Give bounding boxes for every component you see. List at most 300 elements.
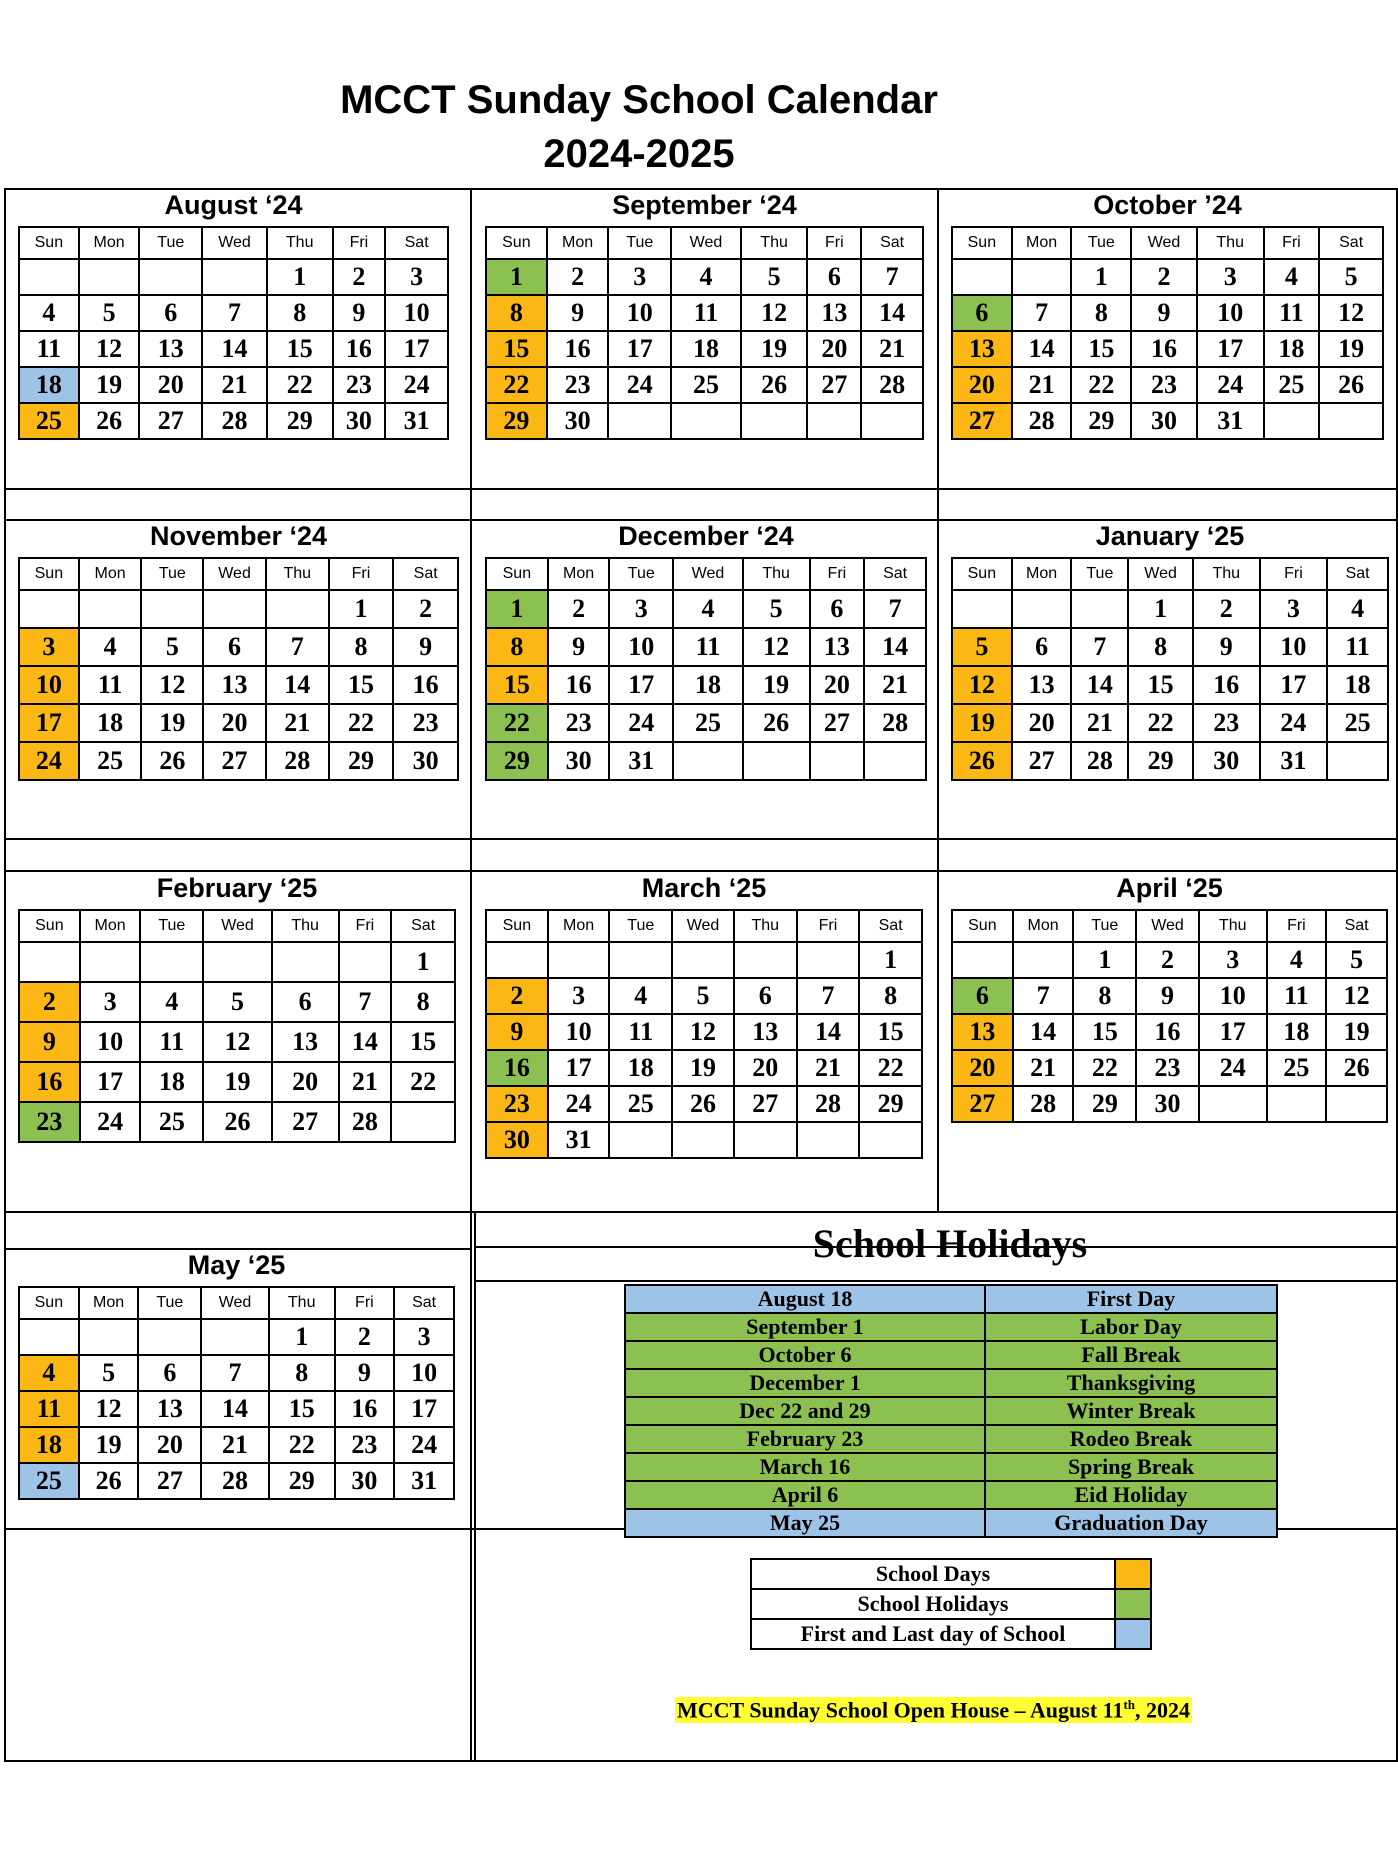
day-cell: 29 [1073,1086,1136,1122]
day-cell: 29 [486,742,548,780]
day-cell: 7 [201,1355,269,1391]
day-cell: 29 [486,403,547,439]
empty-cell [79,590,142,628]
day-cell: 6 [810,590,865,628]
weekday-header: Thu [1199,910,1267,942]
week-row [19,403,448,439]
day-cell: 30 [547,403,609,439]
day-cell: 9 [548,628,610,666]
day-cell: 28 [864,704,926,742]
day-cell: 26 [141,742,203,780]
weekday-header: Tue [138,1287,201,1319]
day-cell: 28 [202,403,267,439]
day-cell: 9 [333,295,386,331]
day-cell: 5 [79,295,140,331]
week-row [952,590,1388,628]
empty-cell [79,259,140,295]
day-cell: 29 [269,1463,335,1499]
day-cell: 12 [1326,978,1387,1014]
empty-cell [1327,742,1388,780]
empty-cell [202,259,267,295]
day-cell: 12 [141,666,203,704]
day-cell: 28 [797,1086,860,1122]
day-cell: 8 [859,978,922,1014]
day-cell: 12 [203,1022,272,1062]
day-cell: 11 [140,1022,203,1062]
day-cell: 10 [385,295,448,331]
day-cell: 26 [743,704,810,742]
day-cell: 6 [952,978,1013,1014]
weekday-header: Fri [335,1287,395,1319]
day-cell: 16 [335,1391,395,1427]
day-cell: 28 [1013,1086,1074,1122]
weekday-header: Tue [140,910,203,942]
empty-cell [1326,1086,1387,1122]
week-row [19,1102,455,1142]
empty-cell [272,942,339,982]
day-cell: 20 [139,367,202,403]
week-row [19,590,458,628]
week-row [486,331,923,367]
month-grid [485,557,927,781]
day-cell: 18 [19,1427,79,1463]
day-cell: 17 [385,331,448,367]
day-cell: 10 [609,628,673,666]
week-row [486,666,926,704]
day-cell: 25 [1327,704,1388,742]
empty-cell [1012,259,1072,295]
day-cell: 27 [203,742,266,780]
day-cell: 11 [19,331,79,367]
day-cell: 27 [807,367,861,403]
weekday-header: Tue [608,227,671,259]
day-cell: 18 [79,704,142,742]
week-row [486,295,923,331]
day-cell: 20 [807,331,861,367]
day-cell: 2 [19,982,80,1022]
day-cell: 8 [391,982,455,1022]
day-cell: 12 [1319,295,1383,331]
day-cell: 12 [741,295,808,331]
weekday-header: Sun [952,227,1012,259]
day-cell: 4 [1327,590,1388,628]
day-cell: 31 [1260,742,1328,780]
empty-cell [138,1319,201,1355]
weekday-header: Thu [741,227,808,259]
empty-cell [266,590,329,628]
day-cell: 19 [952,704,1012,742]
day-cell: 2 [548,590,610,628]
day-cell: 19 [672,1050,734,1086]
day-cell: 15 [329,666,394,704]
weekday-header: Wed [671,227,741,259]
holiday-name: Winter Break [985,1397,1277,1425]
school-year: 2024-2025 [543,132,735,176]
legend-row [751,1589,1151,1619]
day-cell: 16 [486,1050,548,1086]
weekday-header: Thu [1193,558,1260,590]
day-cell: 23 [1131,367,1197,403]
month-title: January ‘25 [1095,521,1245,551]
day-cell: 17 [608,331,671,367]
week-row [486,628,926,666]
empty-cell [19,259,79,295]
empty-cell [864,742,926,780]
day-cell: 13 [138,1391,201,1427]
day-cell: 16 [1131,331,1197,367]
day-cell: 30 [393,742,458,780]
holiday-row [625,1285,1277,1313]
day-cell: 7 [861,259,923,295]
day-cell: 8 [1071,295,1131,331]
day-cell: 16 [393,666,458,704]
weekday-header: Thu [1197,227,1264,259]
holiday-row [625,1453,1277,1481]
empty-cell [608,403,671,439]
day-cell: 1 [486,259,547,295]
weekday-header: Fri [1267,910,1327,942]
day-cell: 26 [1326,1050,1387,1086]
day-cell: 28 [1012,403,1072,439]
day-cell: 22 [391,1062,455,1102]
empty-cell [339,942,392,982]
empty-cell [672,1122,734,1158]
open-house-text: MCCT Sunday School Open House – August 11 [677,1697,1124,1723]
day-cell: 5 [1319,259,1383,295]
day-cell: 22 [1071,367,1131,403]
day-cell: 13 [952,331,1012,367]
day-cell: 27 [952,403,1012,439]
day-cell: 14 [339,1022,392,1062]
day-cell: 13 [810,628,865,666]
weekday-header: Mon [548,558,610,590]
day-cell: 27 [952,1086,1013,1122]
week-row [19,1355,454,1391]
week-row [19,942,455,982]
day-cell: 12 [79,1391,139,1427]
day-cell: 30 [486,1122,548,1158]
weekday-header: Tue [1073,910,1136,942]
day-cell: 25 [609,1086,672,1122]
day-cell: 8 [1073,978,1136,1014]
holiday-date: October 6 [625,1341,985,1369]
weekday-header: Sun [952,910,1013,942]
day-cell: 1 [1071,259,1131,295]
day-cell: 6 [138,1355,201,1391]
weekday-header: Mon [79,227,140,259]
holiday-name: Eid Holiday [985,1481,1277,1509]
day-cell: 24 [385,367,448,403]
day-cell: 14 [861,295,923,331]
day-cell: 18 [673,666,743,704]
weekday-header: Mon [547,227,609,259]
empty-cell [797,942,860,978]
open-house-notice [675,1697,1192,1723]
day-cell: 23 [1193,704,1260,742]
day-cell: 19 [203,1062,272,1102]
legend-swatch [1115,1619,1151,1649]
weekday-header: Fri [339,910,392,942]
holiday-date: April 6 [625,1481,985,1509]
weekday-header: Sat [385,227,448,259]
day-cell: 8 [486,295,547,331]
day-cell: 16 [1136,1014,1199,1050]
day-cell: 14 [1012,331,1072,367]
day-cell: 24 [1199,1050,1267,1086]
holiday-name: Fall Break [985,1341,1277,1369]
day-cell: 21 [202,367,267,403]
legend-row [751,1559,1151,1589]
empty-cell [952,590,1012,628]
week-row [486,1014,922,1050]
week-row [486,367,923,403]
day-cell: 24 [1260,704,1328,742]
day-cell: 2 [333,259,386,295]
day-cell: 22 [486,367,547,403]
day-cell: 4 [609,978,672,1014]
holiday-row [625,1369,1277,1397]
day-cell: 2 [486,978,548,1014]
day-cell: 19 [1326,1014,1387,1050]
weekday-header: Sat [391,910,455,942]
month-title: March ‘25 [641,873,767,903]
day-cell: 1 [486,590,548,628]
weekday-header: Thu [266,558,329,590]
holiday-name: First Day [985,1285,1277,1313]
day-cell: 14 [797,1014,860,1050]
holiday-date: December 1 [625,1369,985,1397]
week-row [19,1463,454,1499]
week-row [952,942,1387,978]
day-cell: 25 [79,742,142,780]
week-row [19,1391,454,1427]
day-cell: 3 [1260,590,1328,628]
holiday-row [625,1425,1277,1453]
day-cell: 9 [1136,978,1199,1014]
day-cell: 19 [741,331,808,367]
day-cell: 20 [203,704,266,742]
day-cell: 3 [385,259,448,295]
day-cell: 23 [333,367,386,403]
row-divider [4,838,1398,840]
day-cell: 15 [1071,331,1131,367]
day-cell: 6 [272,982,339,1022]
day-cell: 19 [141,704,203,742]
day-cell: 13 [1012,666,1072,704]
weekday-header: Wed [203,558,266,590]
week-row [952,1014,1387,1050]
day-cell: 1 [1128,590,1193,628]
day-cell: 17 [1197,331,1264,367]
empty-cell [140,942,203,982]
day-cell: 14 [864,628,926,666]
day-cell: 26 [741,367,808,403]
weekday-header: Sun [952,558,1012,590]
holiday-date: February 23 [625,1425,985,1453]
day-cell: 4 [19,295,79,331]
weekday-header: Tue [139,227,202,259]
day-cell: 9 [486,1014,548,1050]
empty-cell [810,742,865,780]
legend-label: School Holidays [751,1589,1115,1619]
day-cell: 11 [1327,628,1388,666]
weekday-header: Sat [861,227,923,259]
holiday-title-line [474,1280,1398,1282]
weekday-header: Fri [797,910,860,942]
day-cell: 21 [1012,367,1072,403]
page-title: MCCT Sunday School Calendar [340,78,938,122]
day-cell: 15 [486,331,547,367]
empty-cell [19,942,80,982]
empty-cell [1264,403,1320,439]
day-cell: 8 [267,295,333,331]
empty-cell [139,259,202,295]
day-cell: 3 [394,1319,454,1355]
day-cell: 18 [671,331,741,367]
week-row [952,704,1388,742]
holiday-row [625,1481,1277,1509]
empty-cell [1013,942,1074,978]
day-cell: 31 [385,403,448,439]
weekday-header: Sat [864,558,926,590]
day-cell: 9 [1193,628,1260,666]
day-cell: 5 [203,982,272,1022]
empty-cell [952,942,1013,978]
weekday-header: Fri [1260,558,1328,590]
day-cell: 1 [391,942,455,982]
day-cell: 27 [139,403,202,439]
day-cell: 1 [329,590,394,628]
weekday-header: Fri [810,558,865,590]
day-cell: 12 [743,628,810,666]
open-house-superscript: th [1123,1697,1136,1712]
day-cell: 28 [201,1463,269,1499]
empty-cell [1012,590,1072,628]
day-cell: 7 [266,628,329,666]
day-cell: 3 [548,978,610,1014]
day-cell: 22 [486,704,548,742]
day-cell: 11 [609,1014,672,1050]
day-cell: 30 [548,742,610,780]
empty-cell [1267,1086,1327,1122]
row-divider [4,870,1398,872]
empty-cell [609,1122,672,1158]
day-cell: 10 [394,1355,454,1391]
day-cell: 17 [19,704,79,742]
weekday-header: Sun [19,227,79,259]
weekday-header: Sat [859,910,922,942]
day-cell: 25 [671,367,741,403]
empty-cell [734,1122,797,1158]
day-cell: 16 [547,331,609,367]
month-grid [951,557,1389,781]
empty-cell [1199,1086,1267,1122]
day-cell: 28 [266,742,329,780]
day-cell: 2 [335,1319,395,1355]
day-cell: 10 [548,1014,610,1050]
day-cell: 26 [203,1102,272,1142]
day-cell: 4 [673,590,743,628]
empty-cell [859,1122,922,1158]
weekday-header: Tue [609,910,672,942]
day-cell: 31 [394,1463,454,1499]
week-row [19,1062,455,1102]
day-cell: 30 [1131,403,1197,439]
month-grid [951,226,1384,440]
legend-row [751,1619,1151,1649]
weekday-header: Fri [333,227,386,259]
day-cell: 19 [743,666,810,704]
day-cell: 5 [743,590,810,628]
week-row [486,1086,922,1122]
day-cell: 5 [741,259,808,295]
day-cell: 13 [807,295,861,331]
day-cell: 18 [1327,666,1388,704]
weekday-header: Sun [486,910,548,942]
week-row [19,367,448,403]
weekday-header: Sat [394,1287,454,1319]
day-cell: 3 [1197,259,1264,295]
day-cell: 25 [1267,1050,1327,1086]
day-cell: 3 [609,590,673,628]
day-cell: 24 [608,367,671,403]
day-cell: 6 [734,978,797,1014]
day-cell: 5 [952,628,1012,666]
row-divider [4,1211,1398,1213]
weekday-header: Wed [672,910,734,942]
week-row [952,978,1387,1014]
day-cell: 18 [609,1050,672,1086]
day-cell: 8 [329,628,394,666]
day-cell: 24 [548,1086,610,1122]
weekday-header: Mon [1013,910,1074,942]
day-cell: 23 [393,704,458,742]
day-cell: 23 [547,367,609,403]
day-cell: 26 [672,1086,734,1122]
day-cell: 12 [952,666,1012,704]
day-cell: 29 [1071,403,1131,439]
day-cell: 29 [267,403,333,439]
day-cell: 19 [79,367,140,403]
day-cell: 5 [1326,942,1387,978]
day-cell: 19 [1319,331,1383,367]
day-cell: 3 [1199,942,1267,978]
day-cell: 7 [1012,295,1072,331]
day-cell: 22 [269,1427,335,1463]
column-divider [474,1211,476,1762]
empty-cell [391,1102,455,1142]
weekday-header: Sun [19,910,80,942]
day-cell: 13 [272,1022,339,1062]
day-cell: 7 [1071,628,1128,666]
day-cell: 2 [393,590,458,628]
week-row [486,942,922,978]
month-title: February ‘25 [156,873,318,903]
day-cell: 20 [1012,704,1072,742]
day-cell: 27 [1012,742,1072,780]
day-cell: 11 [79,666,142,704]
day-cell: 14 [201,1391,269,1427]
week-row [486,1050,922,1086]
day-cell: 3 [19,628,79,666]
day-cell: 6 [952,295,1012,331]
week-row [952,403,1383,439]
weekday-header: Fri [329,558,394,590]
empty-cell [486,942,548,978]
day-cell: 1 [1073,942,1136,978]
legend-swatch [1115,1589,1151,1619]
day-cell: 3 [608,259,671,295]
